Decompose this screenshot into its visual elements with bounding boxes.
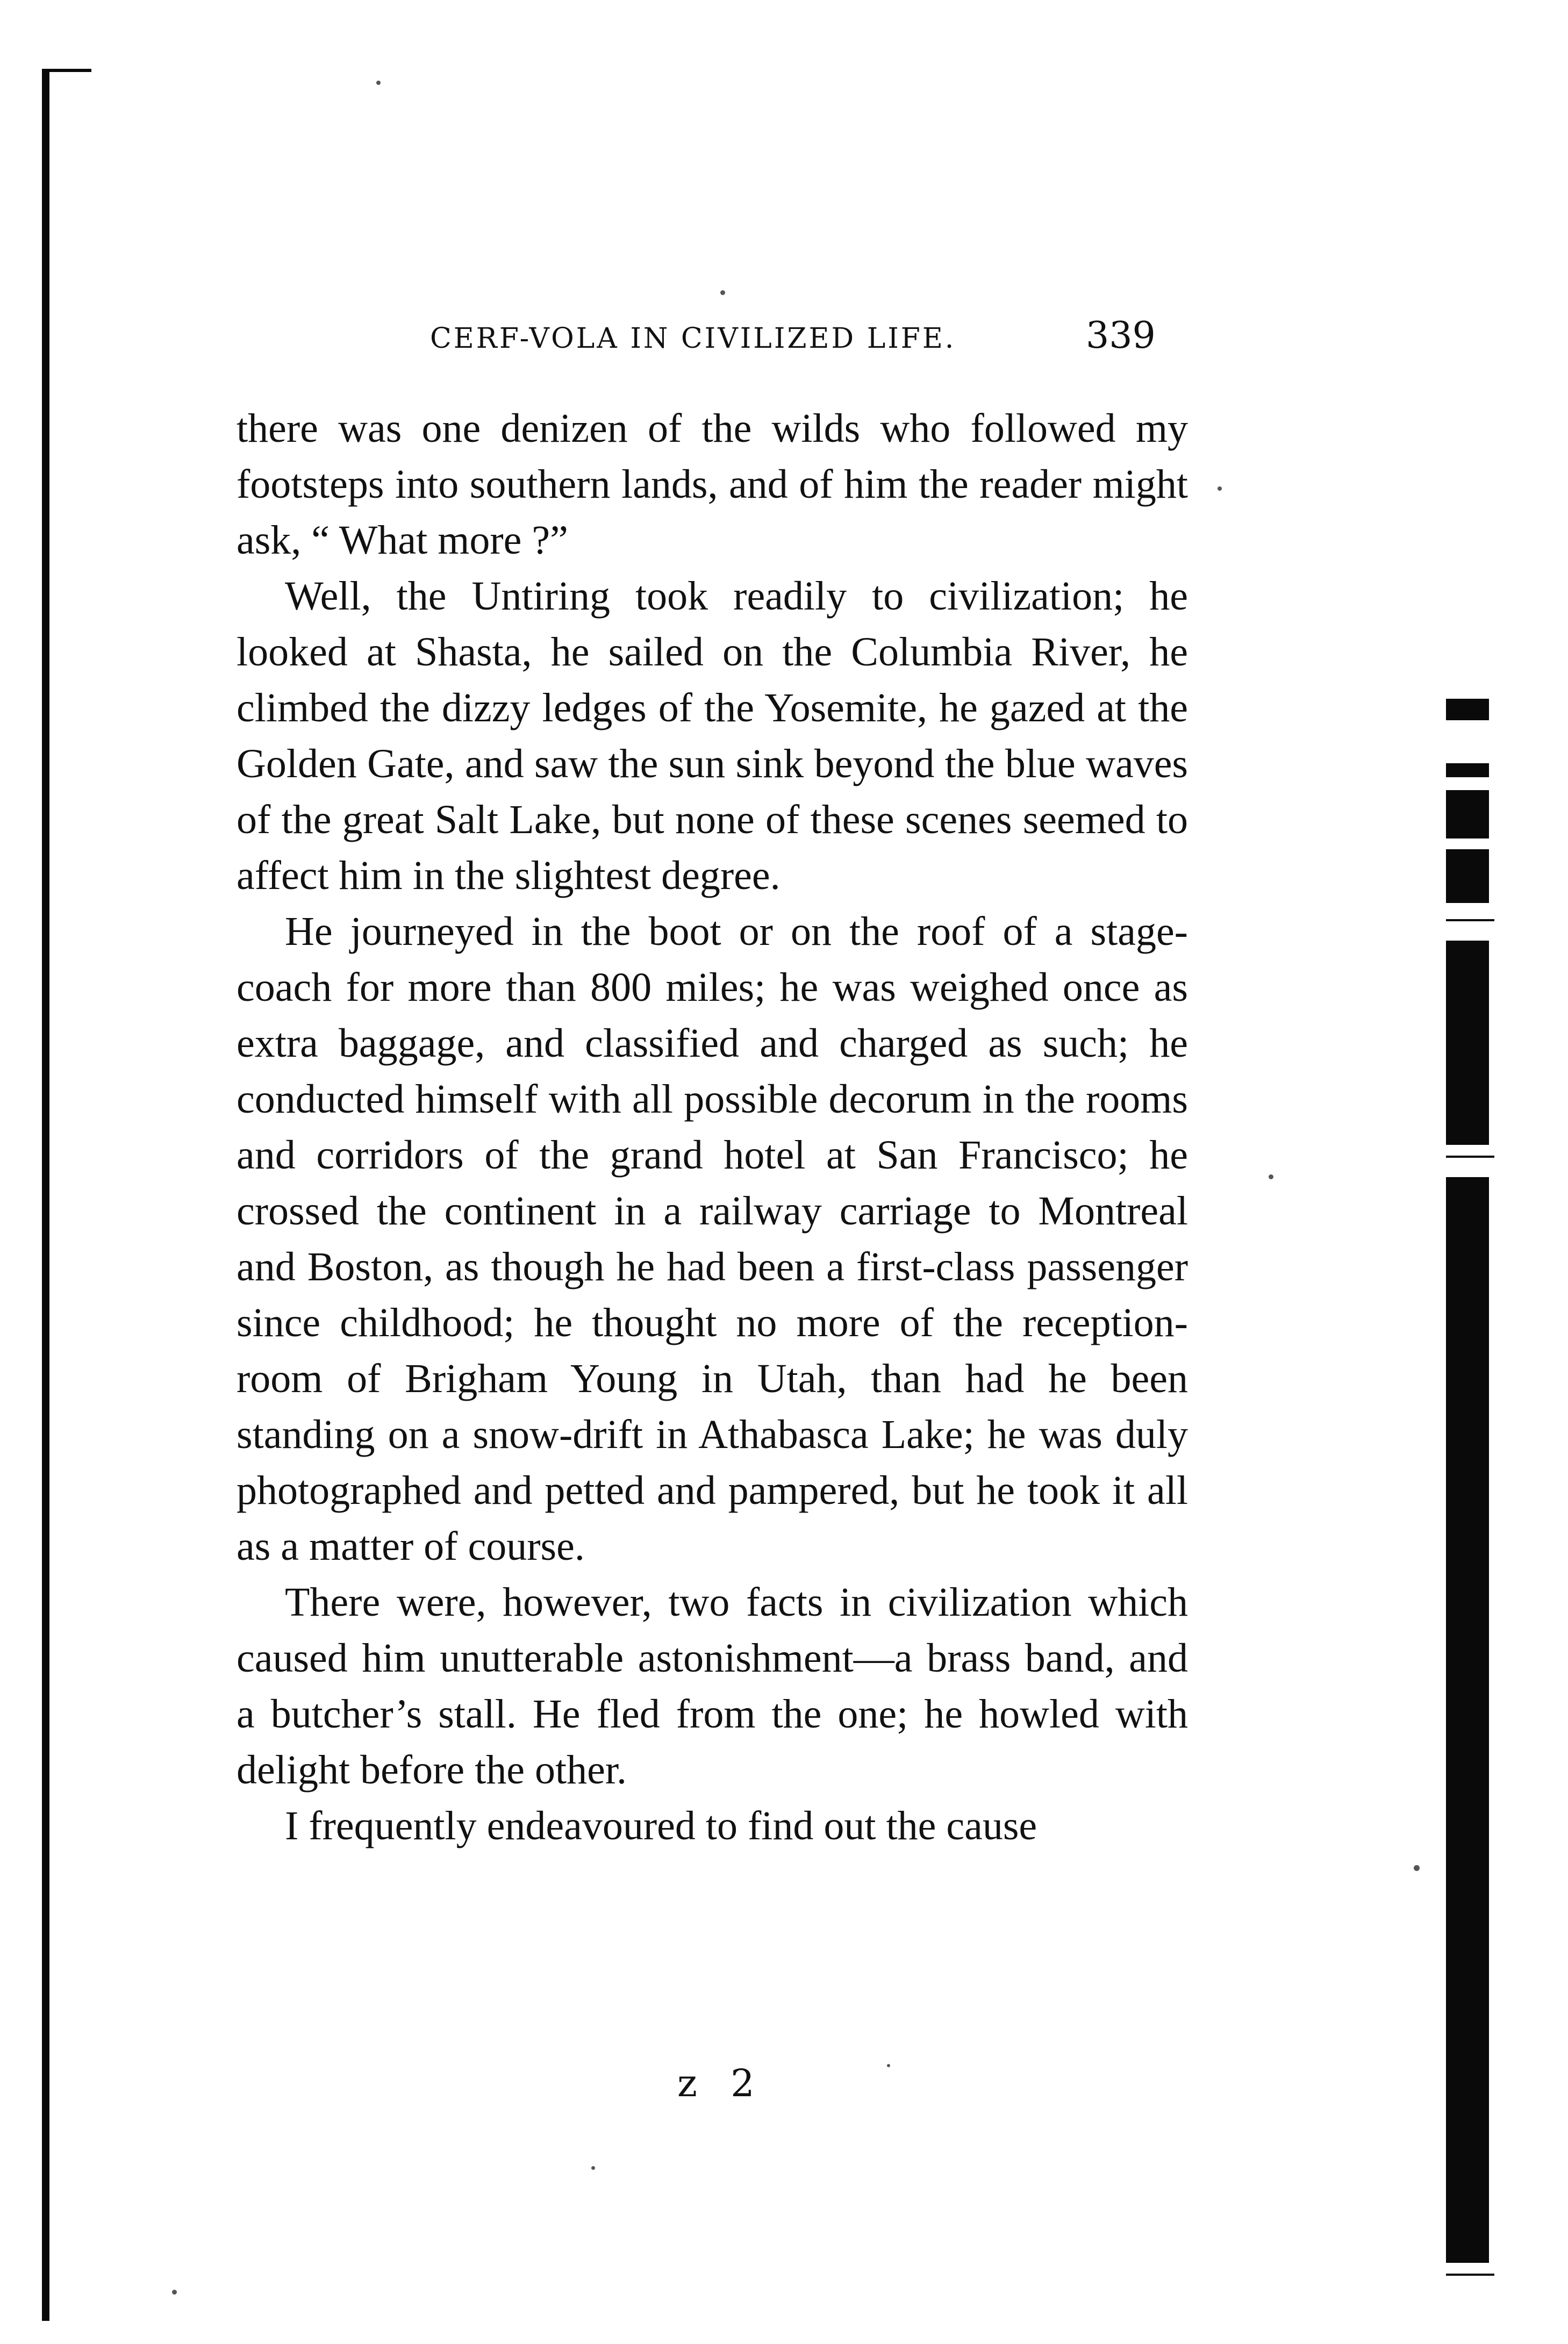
scan-speck <box>376 81 381 85</box>
scan-speck <box>172 2290 177 2295</box>
edge-mark <box>1446 1177 1489 2263</box>
scan-speck <box>591 2166 595 2170</box>
scan-speck <box>1269 1174 1273 1179</box>
scan-speck <box>720 290 725 295</box>
paragraph: There were, however, two facts in civilization which caused him unutterable astonishment—a brass band, and a butcher’s stall. He fled from the one; he howled with delight before the other. <box>237 1580 1188 1793</box>
scan-speck <box>887 2064 890 2067</box>
page-number: 339 <box>1086 314 1156 357</box>
edge-mark <box>1446 941 1489 1145</box>
scan-speck <box>1218 486 1222 491</box>
body-text <box>237 400 1188 1854</box>
paragraph: I frequently endeavoured to find out the cause <box>285 1803 1037 1848</box>
binding-edge-rule <box>42 69 49 2321</box>
signature-mark: z 2 <box>677 2061 765 2105</box>
paragraph: there was one denizen of the wilds who followed my footsteps into southern lands, and of him the reader might ask, “ What more ?” <box>237 406 1188 563</box>
paragraph: He journeyed in the boot or on the roof of a stage-coach for more than 800 miles; he was weighed once as extra baggage, and classified and charged as such; he conducted himself with all possible decorum in the rooms and corridors of the grand hotel at San Francisco; he crossed the continent in a railway carriage to Montreal and Boston, as though he had been a first-class passenger since childhood; he thought no more of the reception-room of Brigham Young in Utah, than had he been standing on a snow-drift in Athabasca Lake; he was duly photographed and petted and pampered, but he took it all as a matter of course. <box>237 909 1188 1569</box>
binding-top-tick <box>42 69 91 72</box>
edge-mark <box>1446 2274 1494 2276</box>
paragraph: Well, the Untiring took readily to civilization; he looked at Shasta, he sailed on the Columbia River, he climbed the dizzy ledges of the Yosemite, he gazed at the Golden Gate, and saw the sun sink beyond the blue waves of the great Salt Lake, but none of these scenes seemed to affect him in the slightest degree. <box>237 574 1188 898</box>
edge-mark <box>1446 699 1489 720</box>
edge-mark <box>1446 919 1494 921</box>
page-edge-artifact <box>1446 683 1489 2209</box>
running-head: CERF-VOLA IN CIVILIZED LIFE. <box>430 322 956 355</box>
edge-mark <box>1446 1156 1494 1158</box>
edge-mark <box>1446 790 1489 838</box>
scan-speck <box>1414 1865 1420 1871</box>
edge-mark <box>1446 849 1489 903</box>
edge-mark <box>1446 763 1489 777</box>
